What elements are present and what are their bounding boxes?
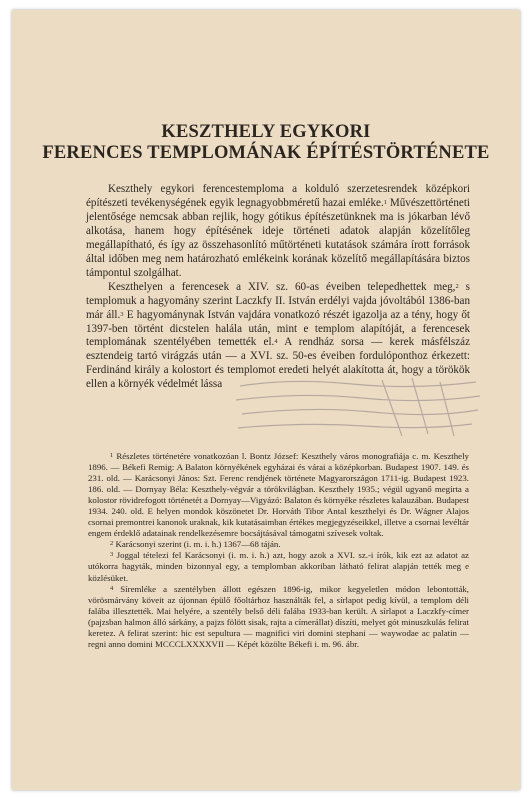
title-line-1: KESZTHELY EGYKORI [161,122,371,142]
document-title [12,122,520,164]
paragraph-2-text-a: Keszthelyen a ferencesek a XIV. sz. 60-as éveiben telepedhettek meg, [108,280,456,293]
document-page [12,10,520,790]
footnote-1-text: Részletes történetére vonatkozóan l. Bontz József: Keszthely város monografiája c. m. Keszthely 1896. — Békefi Remig: A Balaton környékének egyházai és várai a középkorban. Budapest 1907. 149. és 231. old. — Karácsonyi János: Szt. Ferenc rendjének története Magyarországon 1711-ig. Budapest 1923. 186. old. — Dornyay Béla: Keszthely-végvár a törökvilágban. Keszthely 1935.; végül ugyanő megírta a kolostor rövidrefogott történetét a Dornyay—Vigyázó: Balaton és környéke részletes kalauzában. Budapest 1934. 240. old. E helyen mondok köszönetet Dr. Horváth Tibor Antal keszthelyi és Dr. Wágner Alajos csornai premontrei kanonok uraknak, kik kutatásaimban értékes megjegyzéseikkel, illetve a csornai levéltár engem érdeklő adatainak rendelkezésemre bocsájtásával támogatni szívesek voltak. [88,451,469,539]
footnote-1 [88,451,469,539]
paragraph-2-text-d: A rendház sorsa — kerek másfélszáz esztendeig tartó virágzás után — a XVI. sz. 50-es éveiben fordulóponthoz érkezett: Ferdinánd király a kolostort és templomot eredeti helyét alakította át, hogy a törökök ellen a környék védelmét lássa [86,336,470,391]
title-line-2: FERENCES TEMPLOMÁNAK ÉPÍTÉSTÖRTÉNETE [42,143,490,163]
footnote-3-text: Joggal tételezi fel Karácsonyi (i. m. i. h.) azt, hogy azok a XVI. sz.-i írók, kik ezt az adatot az utókorra hagyták, minden bizonnyal egy, a templomban akkoriban látható felirat alapján tették meg e közlésüket. [88,550,469,583]
footnote-3-number: 3 [110,551,114,559]
footnote-2-text: Karácsonyi szerint (i. m. i. h.) 1367—68 táján. [115,539,281,550]
footnote-4-number: 4 [110,584,114,592]
footnote-1-number: 1 [110,452,114,459]
footnote-ref-4: 4 [274,338,278,346]
footnote-2-number: 2 [110,540,114,548]
footnote-2 [88,539,469,550]
footnote-ref-3: 3 [120,310,124,318]
paragraph-2-text-b: s templomuk a hagyomány szerint Laczkfy II. István erdélyi vajda jóvoltából 1386-ban már áll. [86,280,470,321]
body-text [86,183,470,392]
paragraph-1-text-b: Művészettörténeti jelentősége nemcsak abban rejlik, hogy gótikus építészetünknek ma is jókarban lévő alkotása, hanem hogy építésének ideje történeti adatok alapján közelítőleg megállapítható, és így az összehasonlító műtörténeti kutatások számára írott források által időben meg nem határozható emlékeink korának közelítő megállapítására biztos támpontul szolgálhat. [86,196,470,279]
paragraph-1 [86,183,470,281]
footnote-ref-2: 2 [455,282,459,290]
footnote-ref-1: 1 [383,198,387,206]
paragraph-2-text-c: E hagyománynak István vajdára vonatkozó részét igazolja az a tény, hogy őt 1397-ben történt dicstelen halála után, mint e templom alapítóját, a ferencesek templomának szentélyében temették el. [86,308,470,349]
footnote-4-text: Síremléke a szentélyben állott egészen 1896-ig, mikor kegyeletlen módon lebontották, vörösmárvány köveit az újonnan épülő főoltárhoz használták fel, a sírlapot pedig kívül, a templom déli falába illesztették. Mai helyére, a szentély belső déli falába 1933-ban került. A sírlapot a Laczkfy-címer (pajzsban halmon álló sárkány, a pajzs fölött sisak, rajta a címerállat) díszíti, melyet gót minuszkulás felirat keretez. A felirat szerint: hic est sepultura — magnifici viri domini stephani — waywodae ac palatin — regni anno domini MCCCLXXXXVII — Képét közölte Békefi i. m. 96. ábr. [88,583,469,649]
paragraph-2 [86,281,470,393]
footnote-3 [88,550,469,583]
footnote-4 [88,584,469,650]
footnotes [88,451,469,650]
paragraph-1-text-a: Keszthely egykori ferencestemploma a kolduló szerzetesrendek középkori építészeti tevékenységének egyik legnagyobbméretű hazai emléke. [86,183,470,209]
